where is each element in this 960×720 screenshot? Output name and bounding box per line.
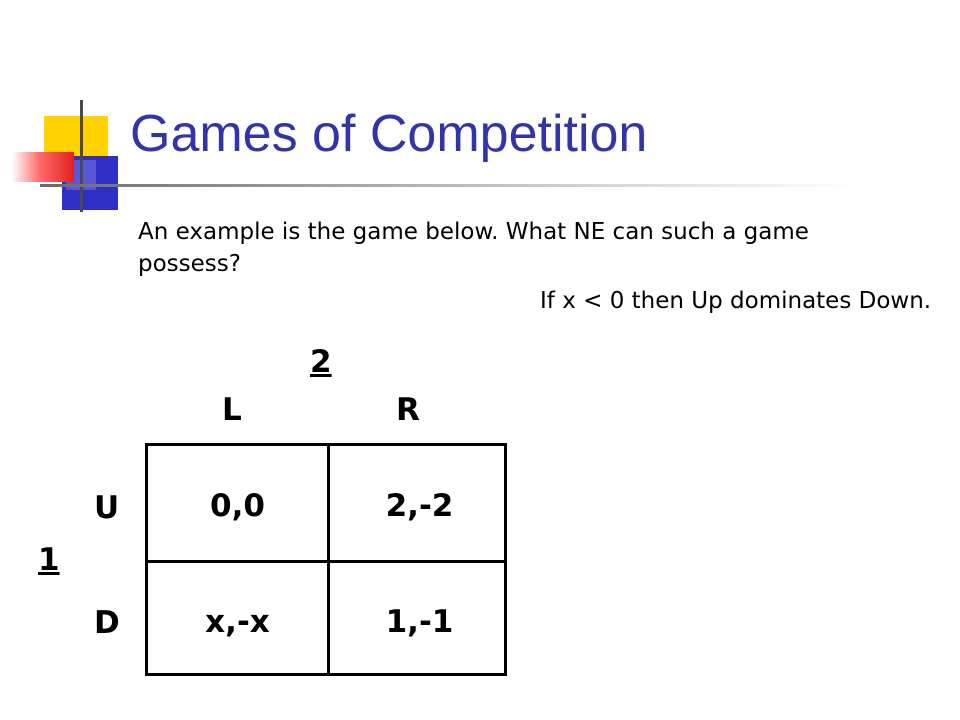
payoff-matrix [145,443,507,676]
body-text: An example is the game below. What NE can such a game possess? [138,219,809,277]
dominance-note: If x < 0 then Up dominates Down. [540,288,932,314]
column-label-r: R [396,392,420,428]
slide-title: Games of Competition [130,105,648,163]
corner-decoration [0,0,140,220]
title-underline-rule [40,184,860,187]
row-label-d: D [94,605,120,641]
payoff-cell-d-r: 1,-1 [385,604,454,640]
red-bar-decoration [12,152,74,182]
payoff-cell-d-l: x,-x [205,604,270,640]
row-label-u: U [94,490,120,526]
column-player-label: 2 [310,344,332,380]
payoff-cell-u-r: 2,-2 [385,488,454,524]
vertical-rule-decoration [80,100,83,212]
payoff-cell-u-l: 0,0 [210,488,265,524]
row-player-label: 1 [38,542,60,578]
column-label-l: L [222,392,242,428]
matrix-horizontal-divider [148,560,504,563]
